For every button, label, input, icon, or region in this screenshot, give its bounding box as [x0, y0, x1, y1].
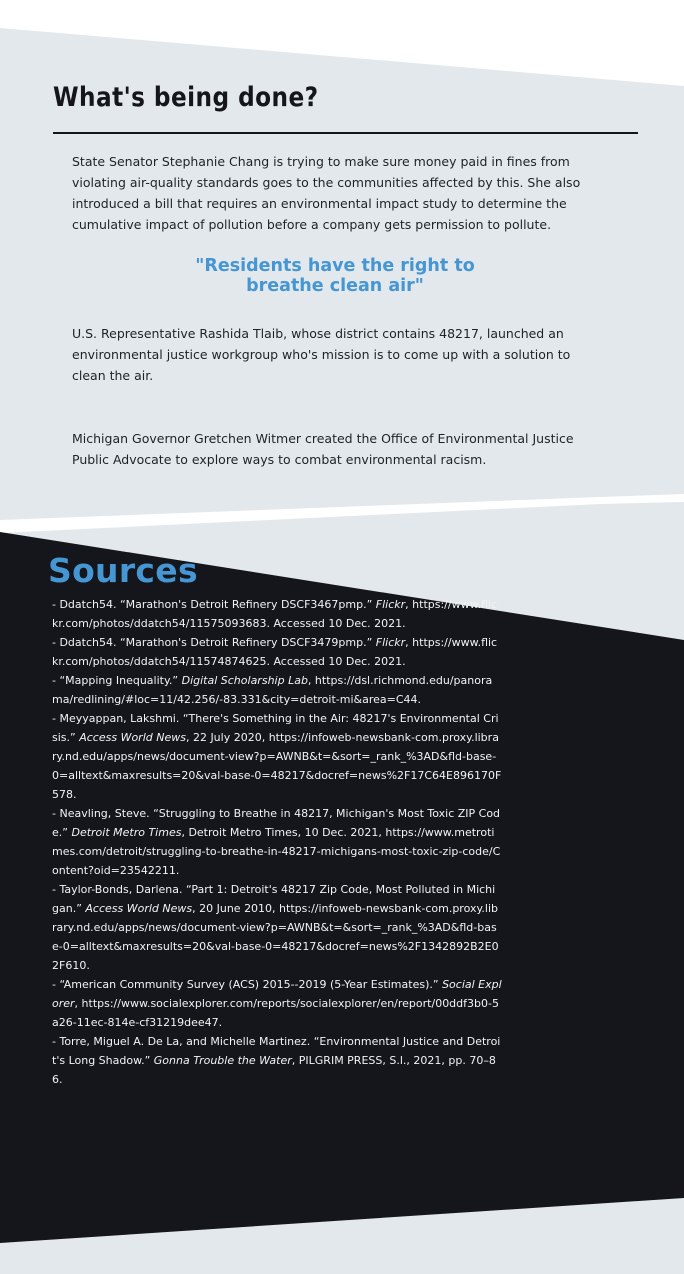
source-details: , Detroit Metro Times, 10 Dec. 2021, https://www.metrotimes.com/detroit/struggling-to-breathe-in-48217-michigans-most-toxic-zip-code/Content?oid=23542211.: [52, 826, 501, 877]
source-text: - “Mapping Inequality.”: [52, 674, 182, 687]
sources-title: Sources: [48, 551, 198, 590]
source-publication: Digital Scholarship Lab: [181, 674, 308, 687]
source-details: , 22 July 2020, https://infoweb-newsbank-com.proxy.library.nd.edu/apps/news/document-view?p=AWNB&t=&sort=_rank_%3AD&fld-base-0=alltext&maxresults=20&val-base-0=48217&docref=news%2F17C64E896170F578.: [52, 731, 502, 801]
source-item: [52, 633, 502, 671]
source-details: , https://dsl.richmond.edu/panorama/redlining/#loc=11/42.256/-83.331&city=detroit-mi&area=C44.: [52, 674, 493, 706]
source-item: [52, 671, 502, 709]
source-details: , https://www.flickr.com/photos/ddatch54/11574874625. Accessed 10 Dec. 2021.: [52, 636, 498, 668]
source-details: , 20 June 2010, https://infoweb-newsbank-com.proxy.library.nd.edu/apps/news/document-view?p=AWNB&t=&sort=_rank_%3AD&fld-base-0=alltext&maxresults=20&val-base-0=48217&docref=news%2F1342892B2E02F610.: [52, 902, 499, 972]
source-item: [52, 595, 502, 633]
paragraph-chang: State Senator Stephanie Chang is trying to make sure money paid in fines from violating air-quality standards goes to the communities affected by this. She also introduced a bill that requires an environmental impact study to determine the cumulative impact of pollution before a company gets permission to pollute.: [72, 154, 581, 232]
source-publication: Access World News: [79, 731, 186, 744]
title-divider: [53, 132, 638, 134]
pull-quote: "Residents have the right to breathe clean air": [195, 256, 475, 296]
source-text: - Neavling, Steve. “Struggling to Breathe in 48217, Michigan's Most Toxic ZIP Code.”: [52, 807, 501, 839]
source-publication: Flickr: [375, 598, 406, 611]
source-publication: Social Explorer: [52, 978, 502, 1010]
source-text: - “American Community Survey (ACS) 2015--2019 (5-Year Estimates).”: [52, 978, 443, 991]
source-details: , https://www.socialexplorer.com/reports/socialexplorer/en/report/00ddf3b0-5a26-11ec-814e-cf31219dee47.: [52, 997, 499, 1029]
source-publication: Flickr: [375, 636, 406, 649]
sources-list: [52, 595, 502, 1089]
source-publication: Access World News: [85, 902, 193, 915]
source-text: - Torre, Miguel A. De La, and Michelle Martinez. “Environmental Justice and Detroit's Long Shadow.”: [52, 1035, 501, 1067]
paragraph-tlaib: U.S. Representative Rashida Tlaib, whose district contains 48217, launched an environmental justice workgroup who's mission is to come up with a solution to clean the air.: [72, 326, 571, 383]
source-item: [52, 975, 502, 1032]
source-item: [52, 1032, 502, 1089]
source-text: - Meyyappan, Lakshmi. “There's Something in the Air: 48217's Environmental Crisis.”: [52, 712, 499, 744]
source-details: , https://www.flickr.com/photos/ddatch54/11575093683. Accessed 10 Dec. 2021.: [52, 598, 498, 630]
source-text: - Ddatch54. “Marathon's Detroit Refinery DSCF3467pmp.”: [52, 598, 376, 611]
source-details: , PILGRIM PRESS, S.l., 2021, pp. 70–86.: [52, 1054, 496, 1086]
section-title: What's being done?: [53, 82, 319, 113]
paragraph-witmer: Michigan Governor Gretchen Witmer created the Office of Environmental Justice Public Advocate to explore ways to combat environmental racism.: [72, 431, 574, 467]
source-item: [52, 709, 502, 804]
source-text: - Taylor-Bonds, Darlena. “Part 1: Detroit's 48217 Zip Code, Most Polluted in Michigan.”: [52, 883, 496, 915]
source-publication: Gonna Trouble the Water: [153, 1054, 292, 1067]
source-publication: Detroit Metro Times: [71, 826, 182, 839]
source-item: [52, 880, 502, 975]
source-item: [52, 804, 502, 880]
source-text: - Ddatch54. “Marathon's Detroit Refinery DSCF3479pmp.”: [52, 636, 376, 649]
